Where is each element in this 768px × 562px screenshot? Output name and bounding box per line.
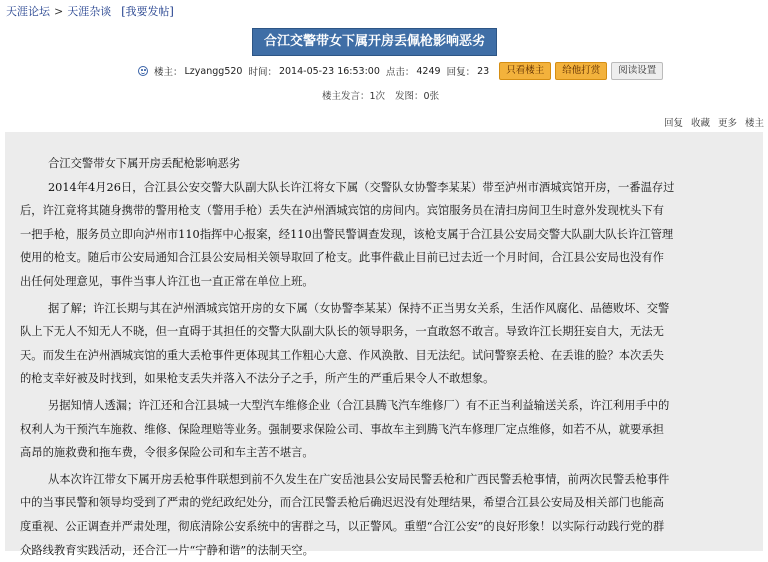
author-images-count: 发图：0张 <box>395 91 439 102</box>
text-line: 权利人为干预汽车施救、维修、保险理赔等业务。强制要求保险公司、事故车主到腾飞汽车修理厂定点维修，如若不从，就要承担 <box>20 418 749 442</box>
content-title: 合江交警带女下属开房丢配枪影响恶劣 <box>46 152 749 176</box>
post-content <box>5 132 763 551</box>
time-label: 时间： <box>248 64 277 78</box>
more-link[interactable]: 更多 <box>718 118 737 129</box>
floor-label: 楼主 <box>745 118 764 129</box>
replies-count: 23 <box>477 66 489 77</box>
only-author-button[interactable]: 只看楼主 <box>499 62 551 80</box>
post-title: 合江交警带女下属开房丢佩枪影响恶劣 <box>252 28 497 56</box>
text-line: 从本次许江带女下属开房丢枪事件联想到前不久发生在广安岳池县公安局民警丢枪和广西民警丢枪事情，前两次民警丢枪事件 <box>46 468 749 492</box>
new-post-link[interactable]: [我要发帖] <box>121 5 174 18</box>
author-name[interactable]: Lzyangg520 <box>185 66 243 77</box>
text-line: 后，许江竟将其随身携带的警用枪支（警用手枪）丢失在泸州酒城宾馆的房间内。宾馆服务员在清扫房间卫生时意外发现枕头下有 <box>20 199 749 223</box>
post-meta <box>138 62 663 80</box>
author-label: 楼主： <box>154 64 183 78</box>
paragraph-1 <box>46 176 749 294</box>
text-line: 队上下无人不知无人不晓，但一直碍于其担任的交警大队副大队长的领导职务，一直敢怒不敢言。导致许江长期狂妄自大，无法无 <box>20 320 749 344</box>
text-line: 出任何处理意见，事件当事人许江也一直正常在单位上班。 <box>20 270 749 294</box>
tip-button[interactable]: 给他打赏 <box>555 62 607 80</box>
post-actions <box>656 115 764 129</box>
author-stats <box>322 88 449 102</box>
paragraph-3 <box>46 394 749 465</box>
breadcrumb-separator: > <box>54 5 63 18</box>
replies-label: 回复： <box>447 64 476 78</box>
text-line: 中的当事民警和领导均受到了严肃的党纪政纪处分，而合江民警丢枪后确迟迟没有处理结果，希望合江县公安局及相关部门也能高 <box>20 491 749 515</box>
text-line: 天。而发生在泸州酒城宾馆的重大丢枪事件更体现其工作粗心大意、作风涣散、目无法纪。试问警察丢枪、在丢谁的脸？本次丢失 <box>20 344 749 368</box>
breadcrumb-forum-link[interactable]: 天涯论坛 <box>6 5 50 18</box>
smiley-icon <box>138 66 148 76</box>
text-line: 2014年4月26日，合江县公安交警大队副大队长许江将女下属（交警队女协警李某某）带至泸州市酒城宾馆开房，一番温存过 <box>46 176 749 200</box>
paragraph-2 <box>46 297 749 391</box>
text-line: 的枪支幸好被及时找到，如果枪支丢失并落入不法分子之手，所产生的严重后果令人不敢想象。 <box>20 367 749 391</box>
text-line: 高昂的施救费和拖车费，令很多保险公司和车主苦不堪言。 <box>20 441 749 465</box>
post-time: 2014-05-23 16:53:00 <box>279 66 380 77</box>
text-line: 使用的枪支。随后市公安局通知合江县公安局相关领导取回了枪支。此事件截止目前已过去近一个月时间，合江县公安局也没有作 <box>20 246 749 270</box>
paragraph-4 <box>46 468 749 562</box>
reply-link[interactable]: 回复 <box>664 118 683 129</box>
clicks-count: 4249 <box>416 66 440 77</box>
text-line: 另据知情人透漏；许江还和合江县城一大型汽车维修企业（合江县腾飞汽车维修厂）有不正当利益输送关系，许江利用手中的 <box>46 394 749 418</box>
breadcrumb <box>6 4 174 20</box>
text-line: 度重视、公正调查并严肃处理，彻底清除公安系统中的害群之马，以正警风。重塑“合江公安”的良好形象！以实际行动践行党的群 <box>20 515 749 539</box>
text-line: 据了解；许江长期与其在泸州酒城宾馆开房的女下属（女协警李某某）保持不正当男女关系，生活作风腐化、品德败坏、交警 <box>46 297 749 321</box>
text-line: 一把手枪，服务员立即向泸州市110指挥中心报案，经110出警民警调查发现，该枪支属于合江县公安局交警大队副大队长许江管理 <box>20 223 749 247</box>
favorite-link[interactable]: 收藏 <box>691 118 710 129</box>
breadcrumb-section-link[interactable]: 天涯杂谈 <box>67 5 111 18</box>
clicks-label: 点击： <box>386 64 415 78</box>
reading-settings-button[interactable]: 阅读设置 <box>611 62 663 80</box>
author-posts-count: 楼主发言：1次 <box>322 91 385 102</box>
text-line: 众路线教育实践活动，还合江一片“宁静和谐”的法制天空。 <box>20 539 749 562</box>
